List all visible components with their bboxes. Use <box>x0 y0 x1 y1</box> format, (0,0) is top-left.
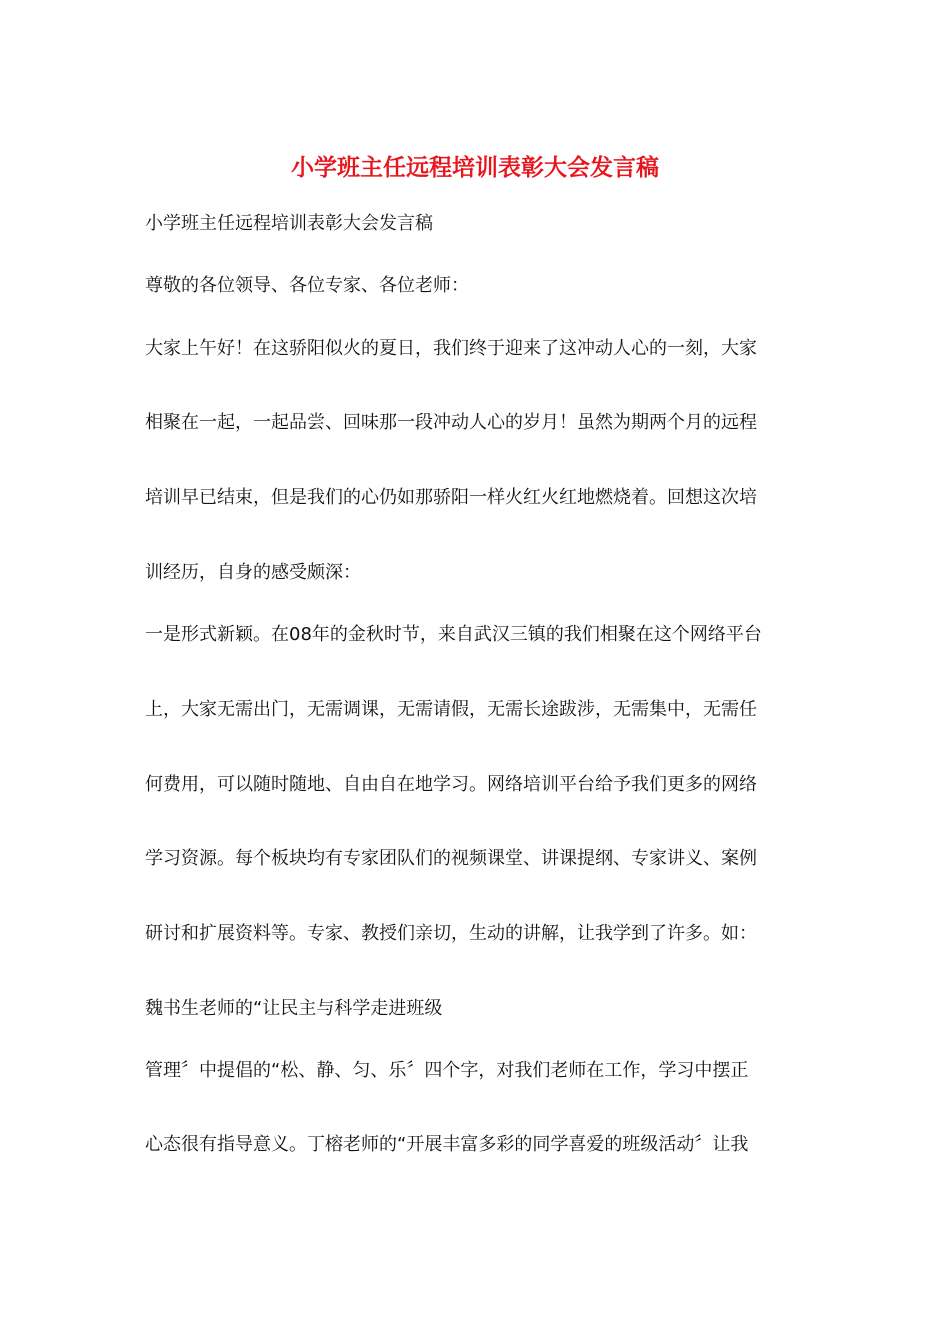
text-line: 大家上午好！在这骄阳似火的夏日，我们终于迎来了这冲动人心的一刻，大家 <box>145 338 757 359</box>
text-line: 一是形式新颖。在08年的金秋时节，来自武汉三镇的我们相聚在这个网络平台 <box>145 624 762 645</box>
text-line: 训经历，自身的感受颇深： <box>145 562 361 583</box>
text-line: 何费用，可以随时随地、自由自在地学习。网络培训平台给予我们更多的网络 <box>145 774 757 795</box>
text-line: 魏书生老师的“让民主与科学走进班级 <box>145 998 443 1019</box>
text-line-salutation: 尊敬的各位领导、各位专家、各位老师： <box>145 275 469 296</box>
document-title: 小学班主任远程培训表彰大会发言稿 <box>291 154 659 181</box>
text-line: 研讨和扩展资料等。专家、教授们亲切，生动的讲解，让我学到了许多。如： <box>145 923 757 944</box>
text-line-subtitle: 小学班主任远程培训表彰大会发言稿 <box>145 213 433 234</box>
text-line: 上，大家无需出门，无需调课，无需请假，无需长途跋涉，无需集中，无需任 <box>145 699 757 720</box>
text-line: 心态很有指导意义。丁榕老师的“开展丰富多彩的同学喜爱的班级活动〞让我 <box>145 1134 749 1155</box>
text-line: 管理〞中提倡的“松、静、匀、乐〞四个字，对我们老师在工作，学习中摆正 <box>145 1060 749 1081</box>
text-line: 学习资源。每个板块均有专家团队们的视频课堂、讲课提纲、专家讲义、案例 <box>145 848 757 869</box>
text-line: 相聚在一起，一起品尝、回味那一段冲动人心的岁月！虽然为期两个月的远程 <box>145 412 757 433</box>
text-line: 培训早已结束，但是我们的心仍如那骄阳一样火红火红地燃烧着。回想这次培 <box>145 487 757 508</box>
